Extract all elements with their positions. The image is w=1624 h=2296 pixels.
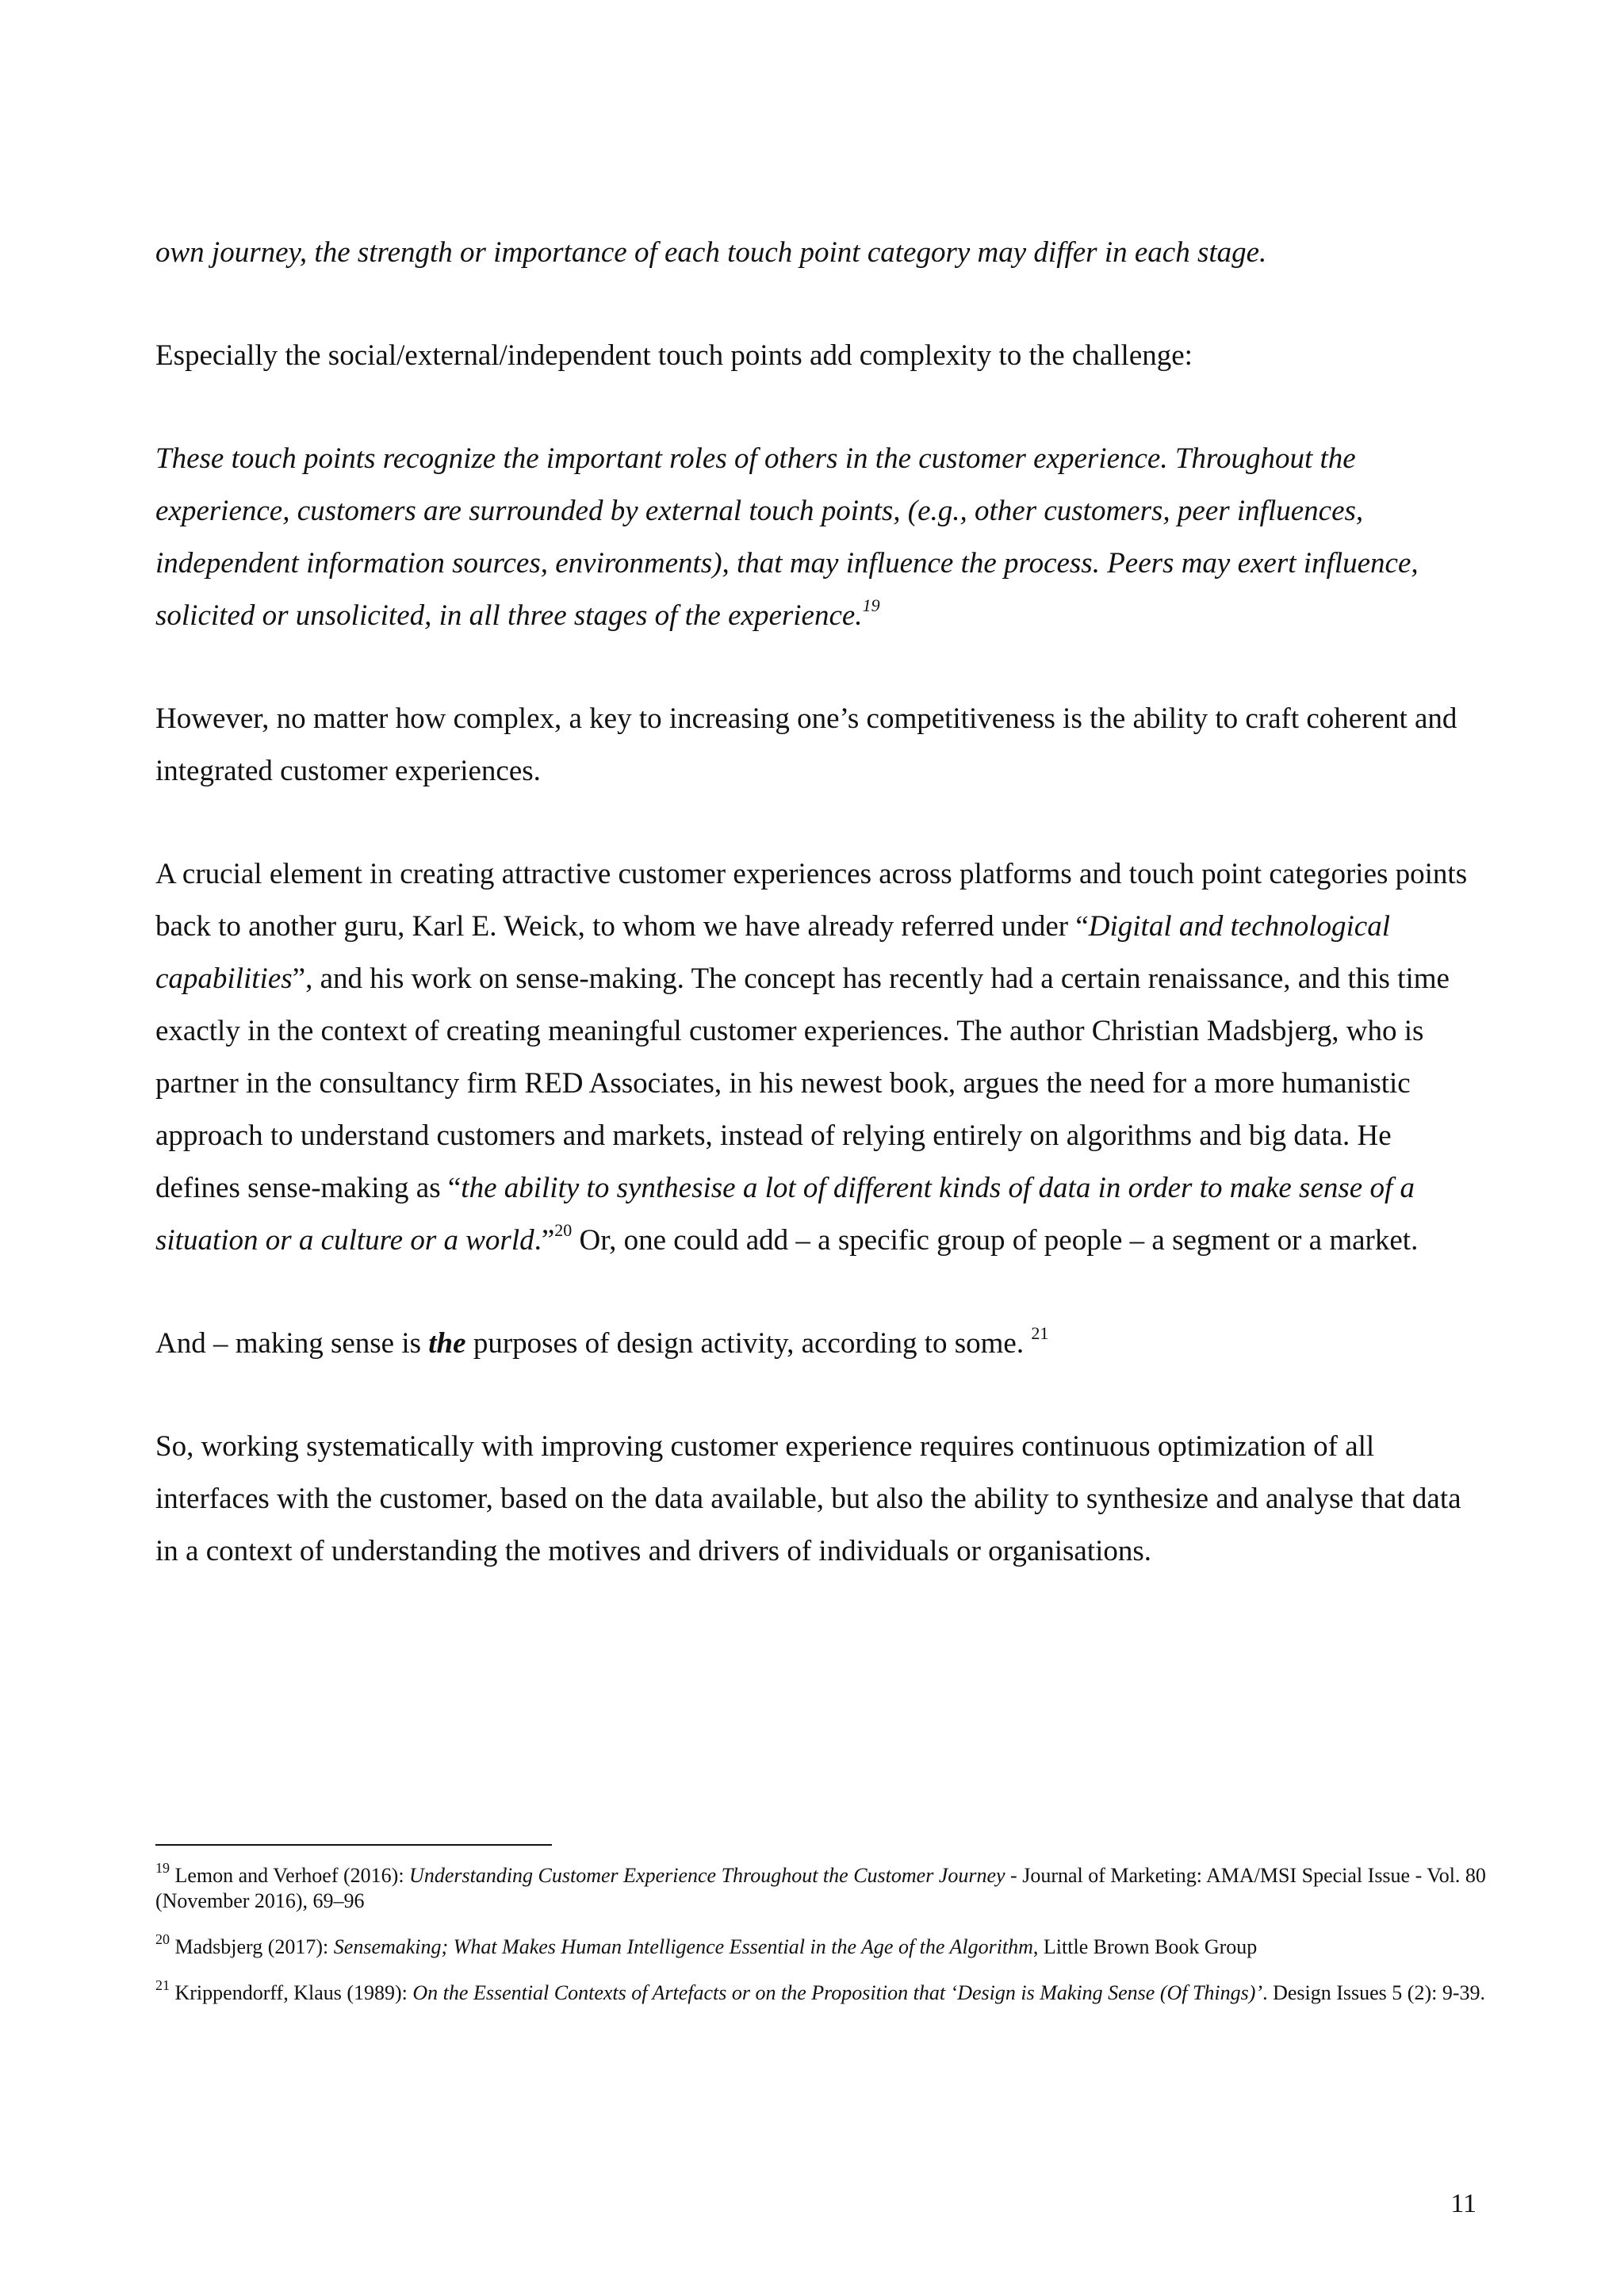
footnote-number-21: 21 (155, 1977, 170, 1994)
design-activity-text-after: purposes of design activity, according to some. (465, 1327, 1032, 1360)
footnote-20-details: , Little Brown Book Group (1032, 1935, 1258, 1958)
footnote-21-source: Krippendorff, Klaus (1989): (170, 1981, 413, 2004)
footnote-20-source: Madsbjerg (2017): (170, 1935, 334, 1958)
sense-making-text-after-reference: Or, one could add – a specific group of people – a segment or a market. (572, 1224, 1419, 1257)
touch-points-quote-text: These touch points recognize the important roles of others in the customer experience. Throughout the experience, customers are surrounded by external touch points, (e.g., other customers, peer influences, independent information sources, environments), that may influence the process. Peers may exert influence, solicited or unsolicited, in all three stages of the experience. (155, 442, 1419, 632)
emphasized-the: the (428, 1327, 466, 1360)
footnote-20-title: Sensemaking; What Makes Human Intelligence Essential in the Age of the Algorithm (333, 1935, 1033, 1958)
footnote-reference-19: 19 (862, 595, 880, 615)
quote-continuation-text: own journey, the strength or importance of each touch point category may differ in each stage. (155, 236, 1267, 269)
page-number: 11 (1450, 2189, 1477, 2218)
digital-capabilities-title: Digital and technological capabilities (155, 910, 1390, 995)
sense-making-definition-quote: the ability to synthesise a lot of different kinds of data in order to make sense of a situation or a culture or a world (155, 1172, 1415, 1257)
quote-continuation-paragraph (155, 227, 1472, 279)
social-touch-points-paragraph (155, 330, 1472, 382)
footnote-number-19: 19 (155, 1860, 170, 1877)
footnote-number-20: 20 (155, 1931, 170, 1948)
touch-points-quote-paragraph (155, 433, 1472, 642)
body-text (155, 227, 1472, 1578)
sense-making-text-before-title: A crucial element in creating attractive customer experiences across platforms and touch point categories points back to another guru, Karl E. Weick, to whom we have already referred under “ (155, 858, 1468, 943)
footnote-20 (155, 1931, 1488, 1960)
customer-experience-conclusion-text: So, working systematically with improving customer experience requires continuous optimization of all interfaces with the customer, based on the data available, but also the ability to synthesize and analyse that data in a context of understanding the motives and drivers of individuals or organisations. (155, 1430, 1461, 1567)
footnote-19 (155, 1860, 1488, 1914)
footnote-21-title: On the Essential Contexts of Artefacts or on the Proposition that ‘Design is Making Sense (Of Things)’ (412, 1981, 1263, 2004)
footnote-divider (155, 1844, 552, 1846)
footnote-reference-20: 20 (554, 1219, 573, 1240)
footnote-19-source: Lemon and Verhoef (2016): (170, 1864, 410, 1887)
competitiveness-paragraph (155, 693, 1472, 798)
footnote-21-details: . Design Issues 5 (2): 9-39. (1262, 1981, 1486, 2004)
footnote-19-details: - Journal of Marketing: AMA/MSI Special Issue - Vol. 80 (November 2016), 69–96 (155, 1864, 1486, 1912)
sense-making-text-middle: ”, and his work on sense-making. The concept has recently had a certain renaissance, and this time exactly in the context of creating meaningful customer experiences. The author Christian Madsbjerg, who is partner in the consultancy firm RED Associates, in his newest book, argues the need for a more humanistic approach to understand customers and markets, instead of relying entirely on algorithms and big data. He defines sense-making as “ (155, 962, 1450, 1204)
competitiveness-text: However, no matter how complex, a key to increasing one’s competitiveness is the ability to craft coherent and integrated customer experiences. (155, 702, 1457, 787)
sense-making-paragraph (155, 848, 1472, 1267)
design-activity-paragraph (155, 1318, 1472, 1370)
footnotes-section (155, 1844, 1488, 2026)
footnote-21 (155, 1977, 1488, 2006)
sense-making-quote-end: .” (534, 1224, 555, 1257)
social-touch-points-text: Especially the social/external/independent touch points add complexity to the challenge: (155, 339, 1193, 372)
design-activity-text-before: And – making sense is (155, 1327, 429, 1360)
footnote-19-title: Understanding Customer Experience Throughout the Customer Journey (409, 1864, 1005, 1887)
footnote-reference-21: 21 (1031, 1322, 1049, 1343)
customer-experience-conclusion-paragraph (155, 1421, 1472, 1578)
